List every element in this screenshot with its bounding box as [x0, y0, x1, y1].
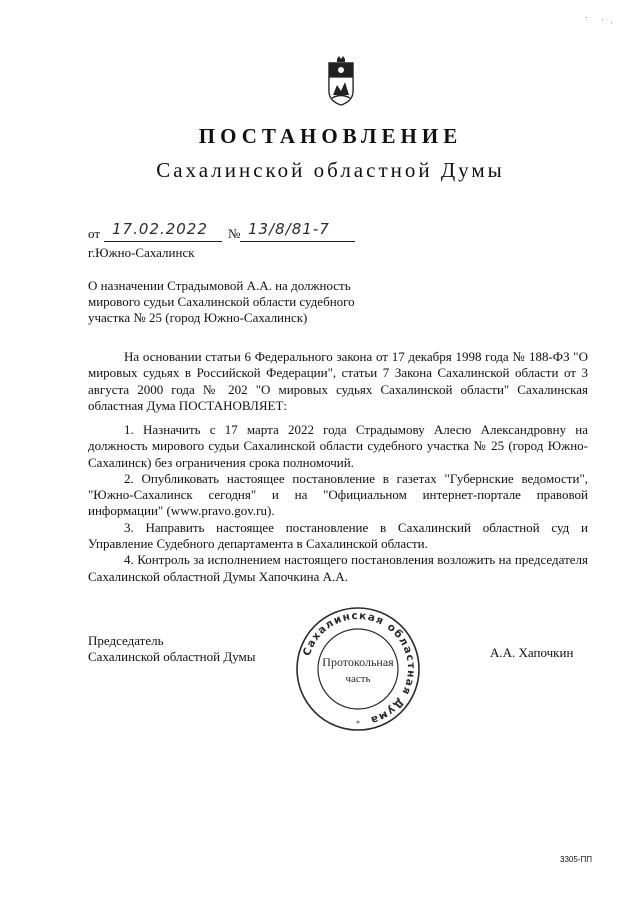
document-subtitle: Сахалинской областной Думы — [156, 158, 505, 182]
date-underline — [104, 241, 222, 242]
resolution-item: 2. Опубликовать настоящее постановление в газетах "Губернские ведомости", "Южно-Сахалинск сегодня" и на "Официальном интернет-портале правовой информации" (www.pravo.gov.ru). — [88, 470, 588, 519]
subject-block — [88, 278, 378, 326]
date-prefix: от — [88, 226, 101, 241]
date-number-line — [88, 222, 358, 242]
subject-line: О назначении Страдымовой А.А. на должность — [88, 278, 351, 293]
position-line: Председатель — [88, 633, 164, 648]
stamp-star-icon: * — [356, 719, 360, 728]
city: г.Южно-Сахалинск — [88, 245, 195, 260]
preamble-text: На основании статьи 6 Федерального закона от 17 декабря 1998 года № 188-ФЗ "О мировых судьях в Российской Федерации", статьи 7 Закона Сахалинской области от 3 августа 2000 года № 202 "О мировых судьях Сахалинской области" Сахалинская областная Дума ПОСТАНОВЛЯЕТ: — [88, 349, 588, 413]
coat-of-arms-icon — [326, 55, 356, 107]
document-title: ПОСТАНОВЛЕНИЕ — [198, 124, 463, 148]
resolution-item: 3. Направить настоящее постановление в Сахалинский областной суд и Управление Судебного департамента в Сахалинской области. — [88, 519, 588, 552]
handwritten-number: 13/8/81-7 — [248, 220, 330, 238]
signatory-name: А.А. Хапочкин — [490, 645, 574, 660]
stamp-ring-text: Сахалинская областная Дума — [300, 609, 418, 727]
scan-artifact: · — [585, 12, 588, 22]
scan-artifact: · — [601, 14, 604, 24]
document-code: 3305-ПП — [560, 855, 592, 864]
stamp-center-line: Протокольная — [322, 655, 394, 669]
number-underline — [240, 241, 355, 242]
subject-line: участка № 25 (город Южно-Сахалинск) — [88, 310, 308, 325]
preamble — [88, 349, 588, 414]
signatory-position — [88, 633, 256, 665]
resolution-items — [88, 422, 588, 585]
resolution-item: 1. Назначить с 17 марта 2022 года Страдымову Алесю Александровну на должность мирового судьи Сахалинской области судебного участка № 25 (город Южно-Сахалинск) без ограничения срока полномочий. — [88, 422, 588, 470]
official-stamp — [295, 606, 421, 732]
position-line: Сахалинской областной Думы — [88, 649, 256, 664]
number-prefix: № — [228, 226, 241, 241]
handwritten-date: 17.02.2022 — [112, 220, 208, 238]
scan-artifact: ⋅ — [610, 18, 613, 28]
subject-line: мирового судьи Сахалинской области судебного — [88, 294, 355, 309]
resolution-item: 4. Контроль за исполнением настоящего постановления возложить на председателя Сахалинской областной Думы Хапочкина А.А. — [88, 552, 588, 584]
stamp-center-line: часть — [345, 673, 371, 685]
